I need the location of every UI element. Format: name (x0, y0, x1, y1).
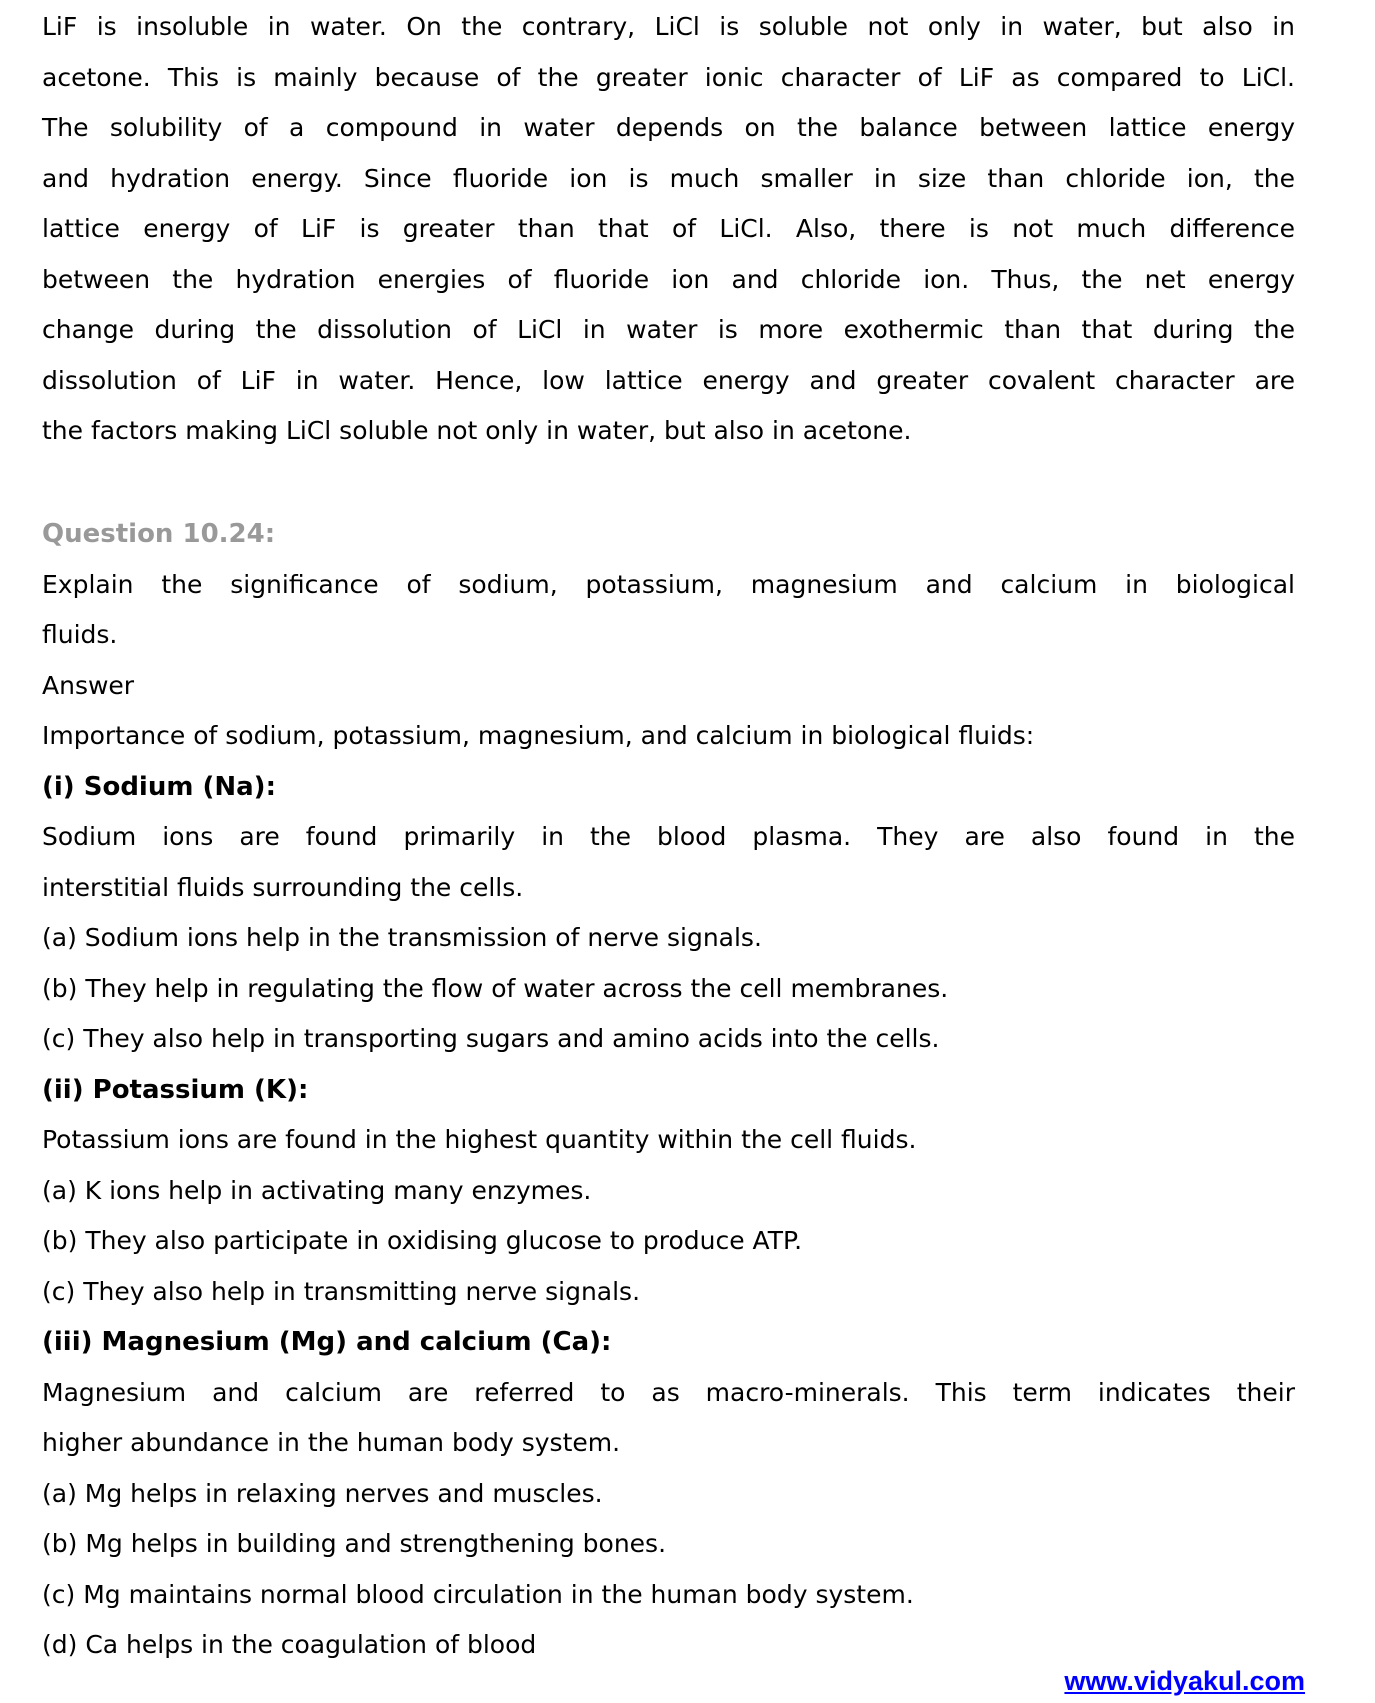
intro-line: and hydration energy. Since fluoride ion is much smaller in size than chloride ion, the (42, 163, 1295, 193)
question-line: Explain the significance of sodium, potassium, magnesium and calcium in biological (42, 569, 1295, 599)
section-point: (c) They also help in transporting sugars and amino acids into the cells. (42, 1024, 940, 1053)
section-point: (b) They help in regulating the flow of water across the cell membranes. (42, 973, 949, 1003)
section-potassium (42, 1065, 1295, 1318)
question-heading: Question 10.24: (42, 519, 276, 549)
section-body-line: Magnesium and calcium are referred to as macro-minerals. This term indicates their (42, 1377, 1295, 1407)
section-heading-magnesium-calcium: (iii) Magnesium (Mg) and calcium (Ca): (42, 1327, 612, 1357)
intro-line: lattice energy of LiF is greater than that of LiCl. Also, there is not much difference (42, 214, 1295, 243)
section-point: (a) K ions help in activating many enzymes. (42, 1175, 592, 1205)
question-line: fluids. (42, 620, 118, 649)
section-body-line: higher abundance in the human body system. (42, 1428, 621, 1457)
section-point: (c) They also help in transmitting nerve signals. (42, 1276, 641, 1306)
section-point: (b) They also participate in oxidising glucose to produce ATP. (42, 1226, 803, 1255)
section-body-line: Sodium ions are found primarily in the blood plasma. They are also found in the (42, 822, 1295, 851)
intro-line: The solubility of a compound in water depends on the balance between lattice energy (42, 113, 1295, 142)
section-body-line: interstitial fluids surrounding the cells. (42, 872, 524, 902)
footer-link[interactable]: www.vidyakul.com (1064, 1666, 1305, 1696)
answer-label: Answer (42, 670, 135, 700)
section-point: (a) Mg helps in relaxing nerves and muscles. (42, 1478, 603, 1508)
section-body-line: Potassium ions are found in the highest quantity within the cell fluids. (42, 1125, 917, 1154)
intro-paragraph (42, 2, 1295, 457)
intro-line: the factors making LiCl soluble not only in water, but also in acetone. (42, 416, 912, 445)
text-column (42, 0, 1295, 1671)
section-point: (a) Sodium ions help in the transmission of nerve signals. (42, 923, 762, 952)
section-point: (c) Mg maintains normal blood circulation in the human body system. (42, 1579, 914, 1609)
section-heading-sodium: (i) Sodium (Na): (42, 771, 276, 802)
intro-line: dissolution of LiF in water. Hence, low lattice energy and greater covalent character are (42, 365, 1295, 395)
intro-line: LiF is insoluble in water. On the contrary, LiCl is soluble not only in water, but also in (42, 12, 1295, 41)
section-sodium (42, 762, 1295, 1065)
section-point: (d) Ca helps in the coagulation of blood (42, 1630, 537, 1659)
answer-intro: Importance of sodium, potassium, magnesium, and calcium in biological fluids: (42, 721, 1035, 750)
section-point: (b) Mg helps in building and strengthening bones. (42, 1529, 667, 1558)
question-paragraph (42, 560, 1295, 661)
section-magnesium-calcium (42, 1317, 1295, 1671)
intro-line: between the hydration energies of fluoride ion and chloride ion. Thus, the net energy (42, 264, 1295, 294)
section-heading-potassium: (ii) Potassium (K): (42, 1074, 309, 1105)
intro-line: acetone. This is mainly because of the greater ionic character of LiF as compared to LiCl. (42, 62, 1295, 92)
intro-line: change during the dissolution of LiCl in water is more exothermic than that during the (42, 315, 1295, 344)
